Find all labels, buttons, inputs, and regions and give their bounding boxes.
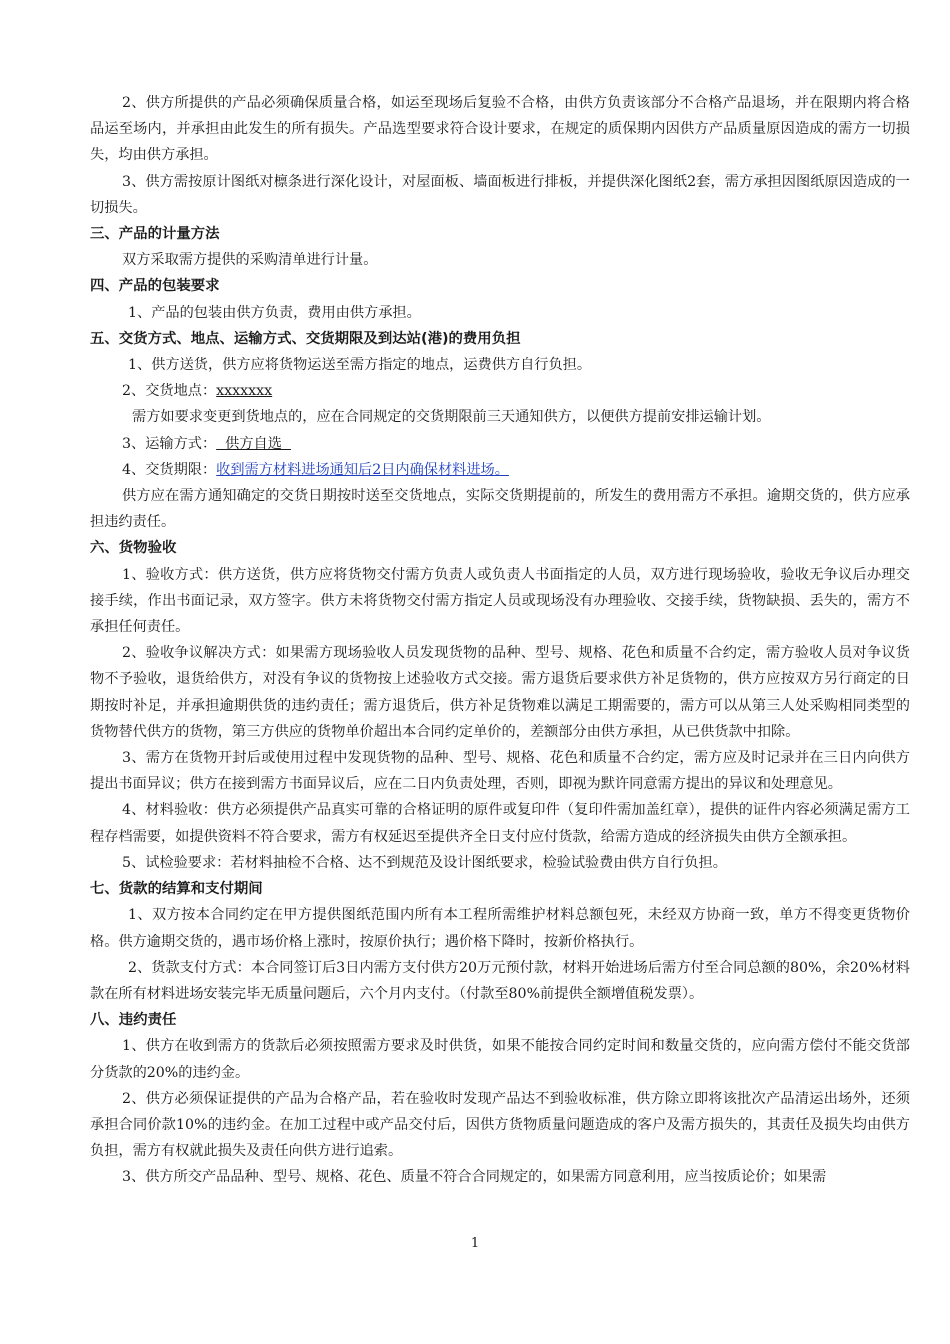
paragraph: 双方采取需方提供的采购清单进行计量。 bbox=[122, 252, 378, 269]
delivery-location-line bbox=[90, 378, 910, 404]
field-label: 3、运输方式： bbox=[122, 435, 217, 452]
field-label: 2、交货地点： bbox=[122, 383, 217, 400]
page-number: 1 bbox=[470, 1236, 480, 1251]
paragraph: 需方如要求变更到货地点的，应在合同规定的交货期限前三天通知供方，以便供方提前安排运输计划。 bbox=[132, 409, 771, 426]
section-heading: 七、货款的结算和支付期间 bbox=[90, 881, 263, 898]
field-label: 4、交货期限： bbox=[122, 461, 217, 478]
delivery-term-line bbox=[90, 457, 910, 483]
paragraph: 5、试检验要求：若材料抽检不合格、达不到规范及设计图纸要求，检验试验费由供方自行负担。 bbox=[122, 854, 727, 871]
section-heading: 四、产品的包装要求 bbox=[90, 278, 220, 295]
paragraph: 2、供方所提供的产品必须确保质量合格，如运至现场后复验不合格，由供方负责该部分不合格产品退场，并在限期内将合格品运至场内，并承担由此发生的所有损失。产品选型要求符合设计要求，在规定的质保期内因供方产品质量原因造成的需方一切损失，均由供方承担。 bbox=[90, 95, 910, 164]
paragraph: 3、供方所交产品品种、型号、规格、花色、质量不符合合同规定的，如果需方同意利用，应当按质论价；如果需 bbox=[122, 1169, 827, 1186]
transport-value: 供方自选 bbox=[216, 435, 291, 452]
paragraph: 2、供方必须保证提供的产品为合格产品，若在验收时发现产品达不到验收标准，供方除立即将该批次产品清运出场外，还须承担合同价款10%的违约金。在加工过程中或产品交付后，因供方货物质量问题造成的客户及需方损失的，其责任及损失均由供方负担，需方有权就此损失及责任向供方进行追索。 bbox=[90, 1090, 910, 1160]
paragraph: 3、供方需按原计图纸对檩条进行深化设计，对屋面板、墙面板进行排板，并提供深化图纸2套，需方承担因图纸原因造成的一切损失。 bbox=[90, 173, 910, 216]
paragraph: 1、产品的包装由供方负责，费用由供方承担。 bbox=[128, 304, 421, 321]
document-body bbox=[90, 90, 910, 1191]
section-heading: 八、违约责任 bbox=[90, 1012, 177, 1029]
section-heading: 三、产品的计量方法 bbox=[90, 226, 220, 243]
delivery-location-value: xxxxxxx bbox=[216, 383, 273, 400]
paragraph: 1、供方在收到需方的货款后必须按照需方要求及时供货，如果不能按合同约定时间和数量交货的，应向需方偿付不能交货部分货款的20%的违约金。 bbox=[90, 1038, 910, 1081]
transport-line bbox=[90, 431, 910, 457]
paragraph: 1、供方送货，供方应将货物运送至需方指定的地点，运费供方自行负担。 bbox=[128, 357, 592, 374]
paragraph: 供方应在需方通知确定的交货日期按时送至交货地点，实际交货期提前的，所发生的费用需方不承担。逾期交货的，供方应承担违约责任。 bbox=[90, 488, 910, 531]
delivery-term-link[interactable]: 收到需方材料进场通知后2日内确保材料进场。 bbox=[216, 461, 509, 478]
paragraph: 2、货款支付方式：本合同签订后3日内需方支付供方20万元预付款，材料开始进场后需方付至合同总额的80%，余20%材料款在所有材料进场安装完毕无质量问题后，六个月内支付。（付款至80%前提供全额增值税发票）。 bbox=[90, 959, 910, 1002]
section-heading: 五、交货方式、地点、运输方式、交货期限及到达站(港)的费用负担 bbox=[90, 330, 521, 347]
paragraph: 4、材料验收：供方必须提供产品真实可靠的合格证明的原件或复印件（复印件需加盖红章），提供的证件内容必须满足需方工程存档需要，如提供资料不符合要求，需方有权延迟至提供齐全日支付应付货款，给需方造成的经济损失由供方全额承担。 bbox=[90, 802, 910, 845]
paragraph: 3、需方在货物开封后或使用过程中发现货物的品种、型号、规格、花色和质量不合约定，需方应及时记录并在三日内向供方提出书面异议；供方在接到需方书面异议后，应在二日内负责处理，否则，即视为默许同意需方提出的异议和处理意见。 bbox=[90, 750, 910, 793]
paragraph: 2、验收争议解决方式：如果需方现场验收人员发现货物的品种、型号、规格、花色和质量不合约定，需方验收人员对争议货物不予验收，退货给供方，对没有争议的货物按上述验收方式交接。需方退货后要求供方补足货物的，供方应按双方另行商定的日期按时补足，并承担逾期供货的违约责任；需方退货后，供方补足货物难以满足工期需要的，需方可以从第三人处采购相同类型的货物替代供方的货物，第三方供应的货物单价超出本合同约定单价的，差额部分由供方承担，从已供货款中扣除。 bbox=[90, 645, 910, 740]
section-heading: 六、货物验收 bbox=[90, 540, 177, 557]
paragraph: 1、双方按本合同约定在甲方提供图纸范围内所有本工程所需维护材料总额包死，未经双方协商一致，单方不得变更货物价格。供方逾期交货的，遇市场价格上涨时，按原价执行；遇价格下降时，按新价格执行。 bbox=[90, 907, 910, 950]
paragraph: 1、验收方式：供方送货，供方应将货物交付需方负责人或负责人书面指定的人员，双方进行现场验收，验收无争议后办理交接手续，作出书面记录，双方签字。供方未将货物交付需方指定人员或现场没有办理验收、交接手续，货物缺损、丢失的，需方不承担任何责任。 bbox=[90, 566, 910, 636]
